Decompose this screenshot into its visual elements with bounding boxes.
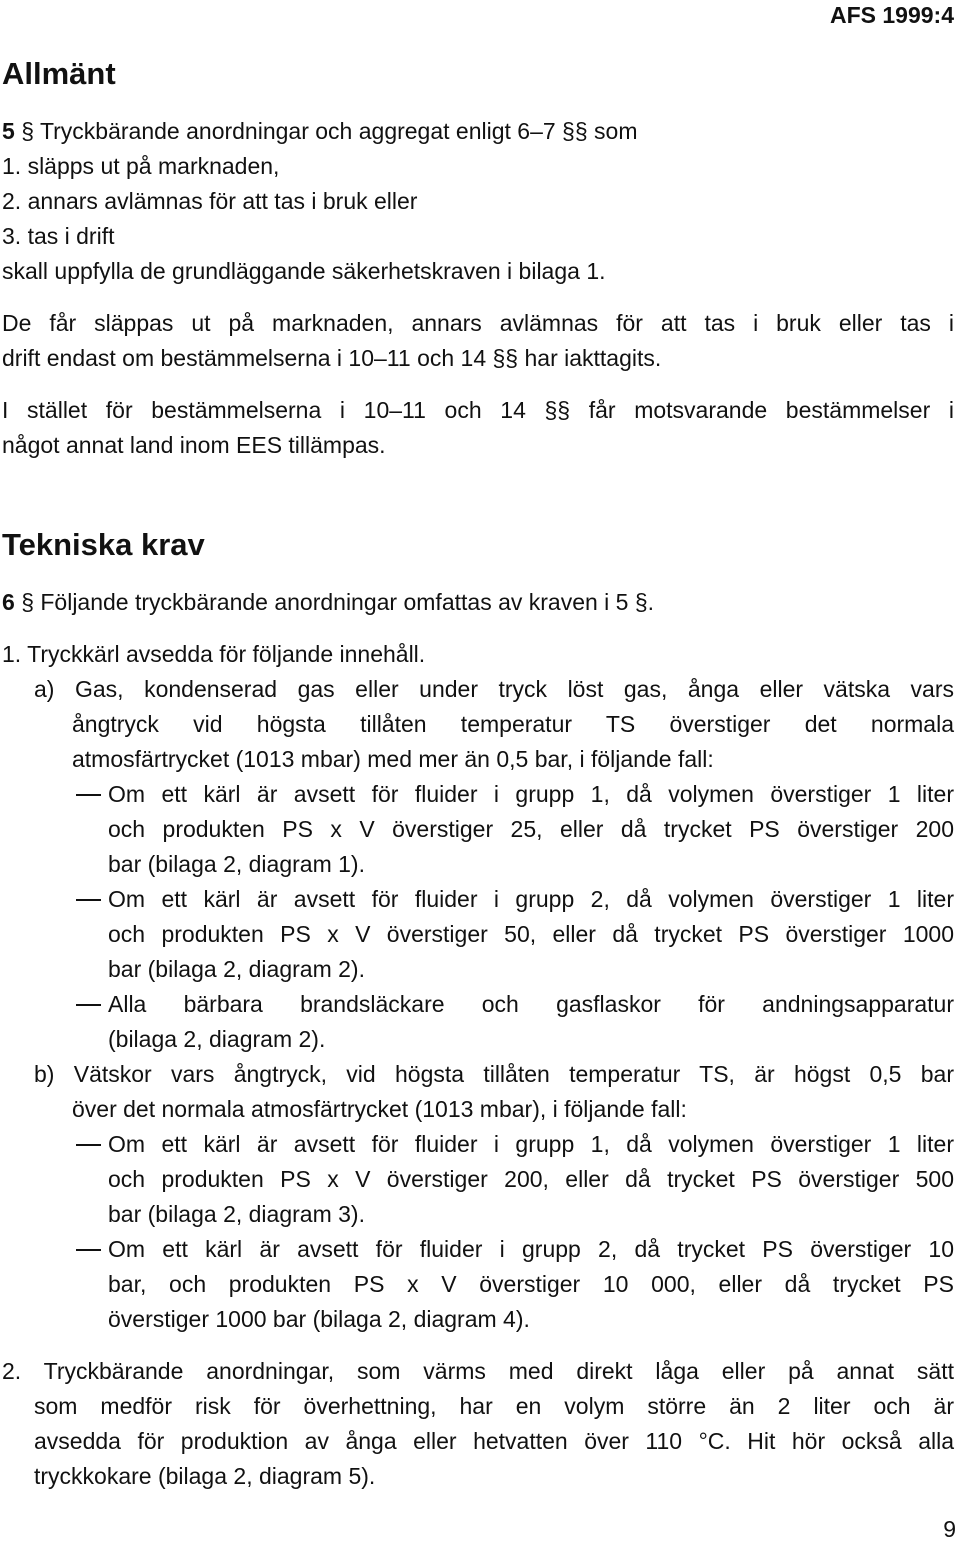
subitem-a-text: a) Gas, kondenserad gas eller under tryck löst gas, ånga eller vätska vars bbox=[34, 676, 954, 702]
dash-bullet bbox=[76, 1144, 101, 1146]
paragraph-text: drift endast om bestämmelserna i 10–11 och 14 §§ har iakttagits. bbox=[2, 345, 662, 371]
paragraph-6-intro bbox=[2, 585, 654, 619]
dash-bullet bbox=[76, 899, 101, 901]
dash-bullet bbox=[76, 794, 101, 796]
list-item-2-text: 2. Tryckbärande anordningar, som värms med direkt låga eller på annat sätt bbox=[2, 1358, 954, 1384]
bullet-text: och produkten PS x V överstiger 50, eller då trycket PS överstiger 1000 bbox=[108, 921, 954, 947]
subitem-a-text: atmosfärtrycket (1013 mbar) med mer än 0,5 bar, i följande fall: bbox=[72, 746, 714, 772]
section-heading-tekniska-krav: Tekniska krav bbox=[2, 527, 205, 562]
page-number: 9 bbox=[943, 1516, 956, 1542]
dash-bullet bbox=[76, 1004, 101, 1006]
paragraph-number: 5 bbox=[2, 118, 15, 144]
bullet-text: Om ett kärl är avsett för fluider i grupp 1, då volymen överstiger 1 liter bbox=[108, 1131, 954, 1157]
list-item-2-text: avsedda för produktion av ånga eller hetvatten över 110 °C. Hit hör också alla bbox=[34, 1428, 954, 1454]
document-id: AFS 1999:4 bbox=[829, 2, 954, 28]
paragraph-text: § Tryckbärande anordningar och aggregat enligt 6–7 §§ som bbox=[21, 118, 638, 144]
paragraph-5-intro bbox=[2, 114, 637, 148]
list-item-title: 1. Tryckkärl avsedda för följande innehåll. bbox=[2, 641, 426, 667]
dash-bullet bbox=[76, 1249, 101, 1251]
bullet-text: bar (bilaga 2, diagram 2). bbox=[108, 956, 365, 982]
paragraph-text: I stället för bestämmelserna i 10–11 och 14 §§ får motsvarande bestämmelser i bbox=[2, 397, 954, 423]
list-item-2-text: som medför risk för överhettning, har en volym större än 2 liter och är bbox=[34, 1393, 954, 1419]
list-item: 1. släpps ut på marknaden, bbox=[2, 153, 280, 179]
paragraph-text: De får släppas ut på marknaden, annars avlämnas för att tas i bruk eller tas i bbox=[2, 310, 954, 336]
list-item: 2. annars avlämnas för att tas i bruk eller bbox=[2, 188, 418, 214]
bullet-text: Om ett kärl är avsett för fluider i grupp 2, då trycket PS överstiger 10 bbox=[108, 1236, 954, 1262]
bullet-text: bar (bilaga 2, diagram 1). bbox=[108, 851, 365, 877]
paragraph-text: något annat land inom EES tillämpas. bbox=[2, 432, 386, 458]
paragraph-closing: skall uppfylla de grundläggande säkerhetskraven i bilaga 1. bbox=[2, 258, 606, 284]
bullet-text: överstiger 1000 bar (bilaga 2, diagram 4). bbox=[108, 1306, 530, 1332]
subitem-b-text: b) Vätskor vars ångtryck, vid högsta tillåten temperatur TS, är högst 0,5 bar bbox=[34, 1061, 954, 1087]
section-heading-allmant: Allmänt bbox=[2, 56, 116, 91]
paragraph-text: § Följande tryckbärande anordningar omfattas av kraven i 5 §. bbox=[21, 589, 655, 615]
paragraph-number: 6 bbox=[2, 589, 15, 615]
bullet-text: bar, och produkten PS x V överstiger 10 000, eller då trycket PS bbox=[108, 1271, 954, 1297]
list-item: 3. tas i drift bbox=[2, 223, 115, 249]
subitem-a-text: ångtryck vid högsta tillåten temperatur TS överstiger det normala bbox=[72, 711, 954, 737]
bullet-text: Om ett kärl är avsett för fluider i grupp 1, då volymen överstiger 1 liter bbox=[108, 781, 954, 807]
bullet-text: (bilaga 2, diagram 2). bbox=[108, 1026, 326, 1052]
bullet-text: bar (bilaga 2, diagram 3). bbox=[108, 1201, 365, 1227]
bullet-text: och produkten PS x V överstiger 25, eller då trycket PS överstiger 200 bbox=[108, 816, 954, 842]
bullet-text: Om ett kärl är avsett för fluider i grupp 2, då volymen överstiger 1 liter bbox=[108, 886, 954, 912]
bullet-text: och produkten PS x V överstiger 200, eller då trycket PS överstiger 500 bbox=[108, 1166, 954, 1192]
bullet-text: Alla bärbara brandsläckare och gasflaskor för andningsapparatur bbox=[108, 991, 954, 1017]
subitem-b-text: över det normala atmosfärtrycket (1013 mbar), i följande fall: bbox=[72, 1096, 687, 1122]
list-item-2-text: tryckkokare (bilaga 2, diagram 5). bbox=[34, 1463, 376, 1489]
